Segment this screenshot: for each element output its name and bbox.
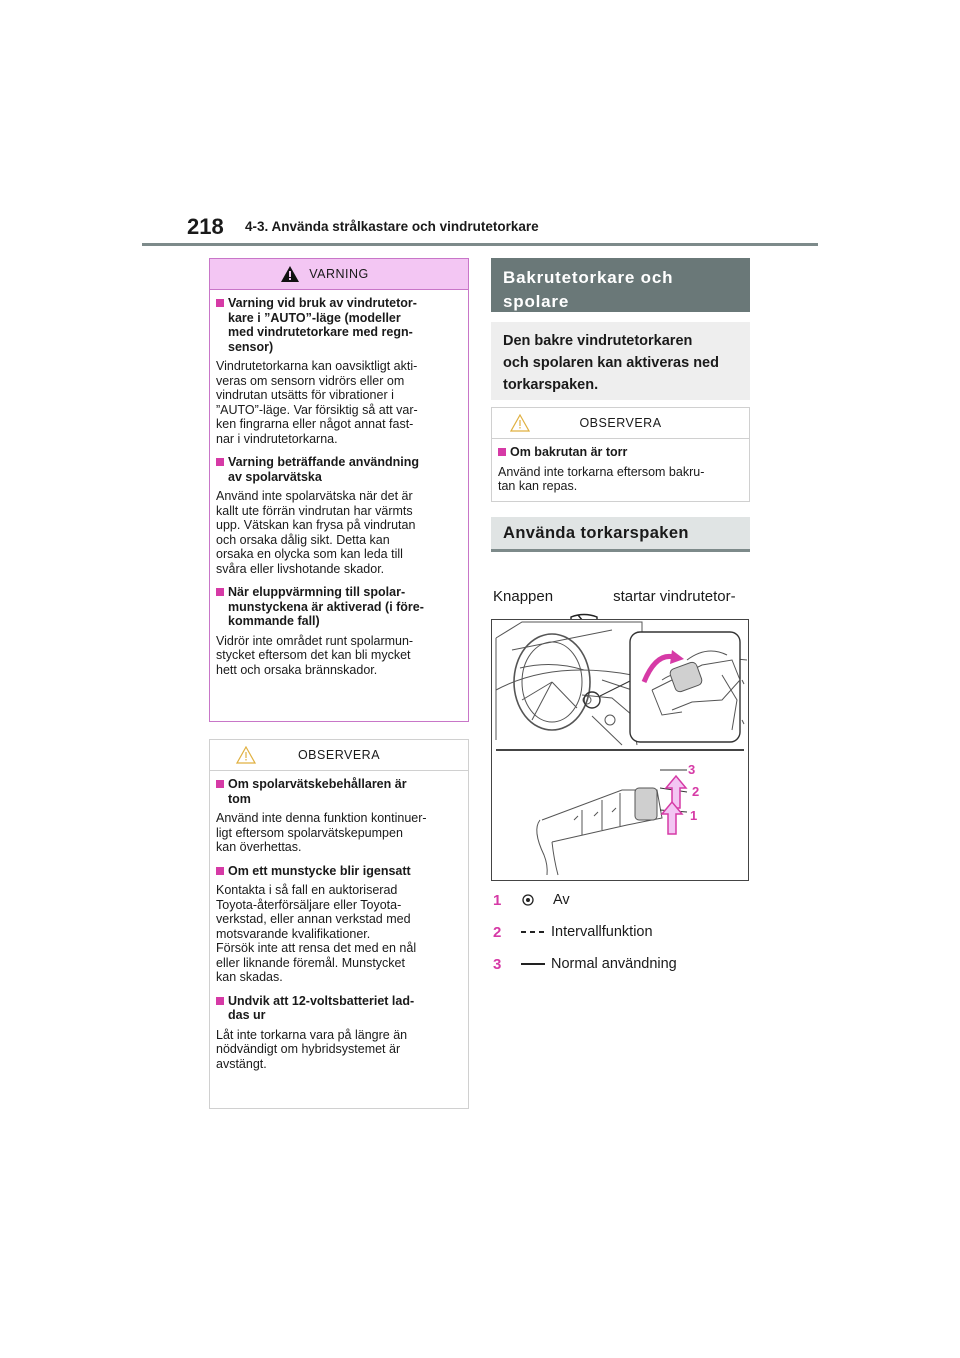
notice-item bbox=[498, 445, 744, 494]
section-heading-use-lever: Använda torkarspaken bbox=[491, 517, 750, 552]
legend-label: Normal användning bbox=[551, 956, 677, 972]
section-intro: Den bakre vindrutetorkaren och spolaren kan aktiveras ned torkarspaken. bbox=[491, 322, 750, 400]
notice-item-heading: Om spolarvätskebehållaren är tom bbox=[228, 777, 407, 806]
notice-item bbox=[216, 994, 463, 1072]
bullet-square-icon bbox=[216, 780, 224, 788]
bullet-square-icon bbox=[216, 867, 224, 875]
warning-item-text: Vidrör inte området runt spolarmun- stycket eftersom det kan bli mycket hett och orsaka brännskador. bbox=[216, 633, 414, 677]
warning-item bbox=[216, 296, 463, 446]
notice-box-left bbox=[209, 739, 469, 1109]
warning-item-heading: Varning beträffande användning av spolarvätska bbox=[228, 455, 419, 484]
warning-item-text: Använd inte spolarvätska när det är kallt ute förrän vindrutan har värmts upp. Vätskan kan frysa på vindrutan och orsaka dålig sikt. Detta kan orsaka en olycka som kan leda till svåra eller livshotande skador. bbox=[216, 489, 416, 576]
bullet-square-icon bbox=[216, 299, 224, 307]
legend-label: Av bbox=[553, 892, 570, 908]
warning-box-header bbox=[210, 259, 468, 290]
header-divider bbox=[142, 243, 818, 246]
body-text-after: startar vindrutetor- bbox=[613, 588, 736, 605]
body-text-before: Knappen bbox=[493, 588, 554, 605]
off-circle-icon bbox=[521, 893, 551, 907]
notice-box-header bbox=[210, 740, 468, 771]
notice-item-heading: Om ett munstycke blir igensatt bbox=[228, 863, 411, 878]
warning-item-text: Vindrutetorkarna kan oavsiktligt akti- veras om sensorn vidrörs eller om vindrutan utsätts för vibrationer i ”AUTO”-läge. Var försiktig så att var- ken fingrarna eller något annat fast- nar i vindrutetorkarna. bbox=[216, 359, 418, 446]
solid-line-icon bbox=[521, 961, 549, 967]
legend-item-off bbox=[493, 890, 570, 910]
notice-box-header bbox=[492, 408, 749, 439]
warning-box bbox=[209, 258, 469, 722]
notice-box-right bbox=[491, 407, 750, 502]
notice-item-text: Använd inte denna funktion kontinuer- ligt eftersom spolarvätskepumpen kan överhettas. bbox=[216, 811, 427, 854]
figure-callout-3: 3 bbox=[688, 762, 696, 777]
bullet-square-icon bbox=[498, 448, 506, 456]
notice-item-text: Kontakta i så fall en auktoriserad Toyota-återförsäljare eller Toyota- verkstad, eller annan verkstad med motsvarande kvalifikationer. Försök inte att rensa det med en nål eller liknande föremål. Munstycket kan skadas. bbox=[216, 883, 417, 984]
legend-item-interval bbox=[493, 922, 653, 942]
notice-item-heading: Undvik att 12-voltsbatteriet lad- das ur bbox=[228, 993, 415, 1022]
dashed-line-icon bbox=[521, 929, 549, 935]
notice-item bbox=[216, 864, 463, 985]
warning-item bbox=[216, 455, 463, 576]
figure-illustration bbox=[492, 620, 748, 880]
legend-label: Intervallfunktion bbox=[551, 924, 653, 940]
notice-item-heading: Om bakrutan är torr bbox=[510, 445, 628, 459]
notice-title: OBSERVERA bbox=[579, 416, 662, 430]
legend-number: 3 bbox=[493, 955, 502, 973]
wiper-lever-figure bbox=[491, 619, 749, 881]
warning-item bbox=[216, 585, 463, 677]
page-number: 218 bbox=[187, 214, 224, 239]
warning-title: VARNING bbox=[309, 267, 369, 281]
section-heading-rear-wiper: Bakrutetorkare och spolare bbox=[491, 258, 750, 312]
chapter-title: 4-3. Använda strålkastare och vindrutetorkare bbox=[245, 219, 539, 234]
figure-callout-2: 2 bbox=[692, 784, 700, 799]
notice-item-text: Använd inte torkarna eftersom bakru- tan kan repas. bbox=[498, 464, 705, 493]
bullet-square-icon bbox=[216, 458, 224, 466]
bullet-square-icon bbox=[216, 997, 224, 1005]
notice-item bbox=[216, 777, 463, 855]
bullet-square-icon bbox=[216, 588, 224, 596]
notice-title: OBSERVERA bbox=[297, 748, 381, 762]
warning-item-heading: Varning vid bruk av vindrutetor- kare i ”AUTO”-läge (modeller med vindrutetorkare med regn- sensor) bbox=[228, 296, 417, 354]
legend-number: 2 bbox=[493, 923, 502, 941]
figure-callout-1: 1 bbox=[690, 808, 698, 823]
notice-item-text: Låt inte torkarna vara på längre än nödvändigt om hybridsystemet är avstängt. bbox=[216, 1027, 408, 1071]
warning-item-heading: När eluppvärmning till spolar- munstyckena är aktiverad (i före- kommande fall) bbox=[228, 585, 424, 628]
legend-item-normal bbox=[493, 954, 677, 974]
legend-number: 1 bbox=[493, 891, 502, 909]
rear-wiper-icon bbox=[569, 587, 599, 607]
